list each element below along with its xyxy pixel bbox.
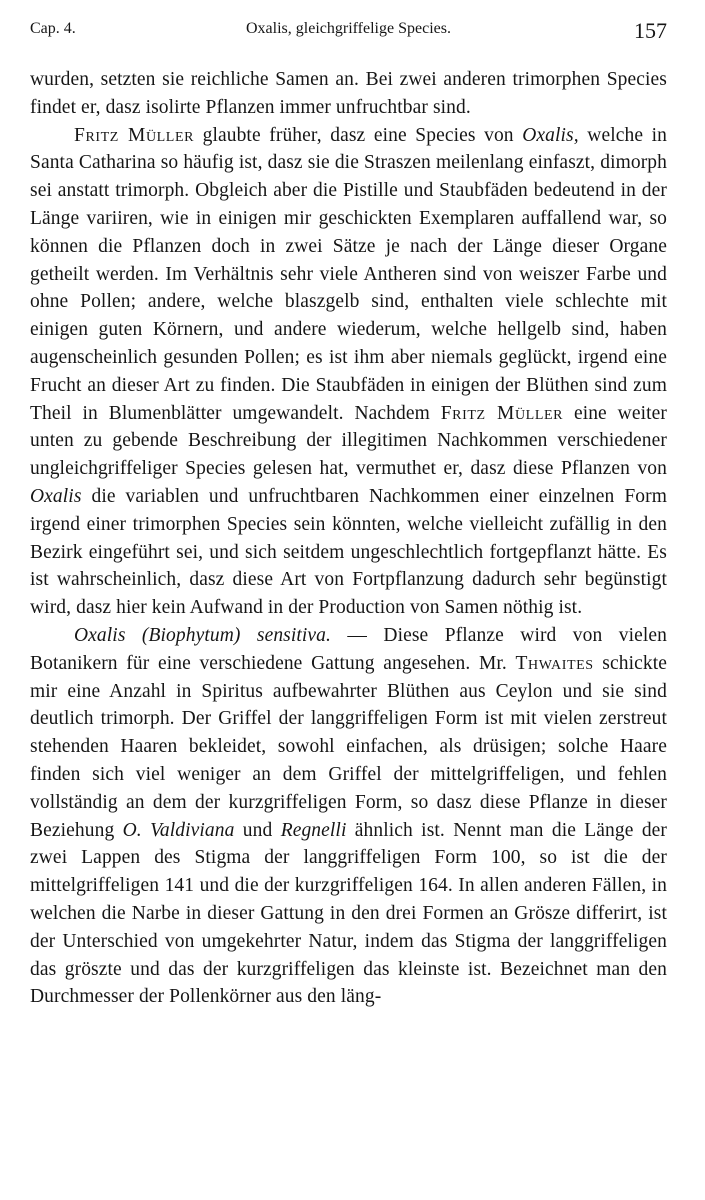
author-name: Fritz Müller <box>74 124 195 146</box>
paragraph-3-text-3: und <box>234 819 281 841</box>
paragraph-3-text-2: schickte mir eine Anzahl in Spiritus aufbewahrter Blüthen aus Ceylon und sie sind deutlich trimorph. Der Griffel der langgriffeligen Form ist mit vielen zerstreut stehenden Haaren bekleidet, sowohl einfachen, als drüsigen; solche Haare finden sich viel weniger an dem Griffel der mittelgriffeligen, und fehlen vollständig an dem der kurzgriffeligen Form, so dasz diese Pflanze in dieser Beziehung <box>30 652 667 841</box>
author-name: Thwaites <box>515 652 594 674</box>
running-header <box>30 16 667 46</box>
running-title: Oxalis, gleichgriffelige Species. <box>246 20 451 37</box>
paragraph-3 <box>30 622 667 1011</box>
chapter-label: Cap. 4. <box>30 20 76 37</box>
body-text <box>30 66 667 1011</box>
species-name: O. Valdiviana <box>122 819 235 841</box>
paragraph-2-text-3: eine weiter unten zu gebende Beschreibung der illegitimen Nachkommen verschiedener ungleichgriffeliger Species gelesen hat, vermuthet er, dasz diese Pflanzen von <box>30 402 667 480</box>
page-number: 157 <box>634 18 667 43</box>
author-name: Fritz Müller <box>440 402 564 424</box>
paragraph-1 <box>30 66 667 122</box>
genus-name: Oxalis, <box>522 124 579 146</box>
species-heading: Oxalis (Biophytum) sensitiva. <box>74 624 331 646</box>
paragraph-2-text-1: glaubte früher, dasz eine Species von <box>194 124 523 146</box>
paragraph-3-text-4: ähnlich ist. Nennt man die Länge der zwei Lappen des Stigma der langgriffeligen Form 100, so ist die der mittelgriffeligen 141 und die der kurzgriffeligen 164. In allen anderen Fällen, in welchen die Narbe in dieser Gattung in den drei Formen an Grösze differirt, ist der Unterschied von umgekehrter Natur, indem das Stigma der langgriffeligen das gröszte und das der kurzgriffeligen das kleinste ist. Bezeichnet man den Durchmesser der Pollenkörner aus den läng- <box>30 819 668 1008</box>
paragraph-3-text-1: — Diese Pflanze wird von vielen Botanikern für eine verschiedene Gattung angesehen. Mr. <box>30 624 667 674</box>
species-name: Regnelli <box>280 819 347 841</box>
paragraph-2-text-2: welche in Santa Catharina so häufig ist, dasz sie die Straszen meilenlang einfaszt, dimorph sei anstatt trimorph. Obgleich aber die Pistille und Staubfäden bedeutend in der Länge variiren, wie in einigen mir geschickten Exemplaren auffallend war, so können die Pflanzen doch in zwei Sätze je nach der Länge dieser Organe getheilt werden. Im Verhältnis sehr viele Antheren sind von weiszer Farbe und ohne Pollen; andere, welche blaszgelb sind, enthalten viele schlechte mit einigen guten Körnern, und andere wiederum, welche hellgelb sind, haben augenscheinlich gesunden Pollen; es ist ihm aber niemals geglückt, irgend eine Frucht an dieser Art zu finden. Die Staubfäden in einigen der Blüthen sind zum Theil in Blumenblätter umgewandelt. Nachdem <box>30 124 667 424</box>
paragraph-2-text-4: die variablen und unfruchtbaren Nachkommen einer einzelnen Form irgend einer trimorphen Species sein könnten, welche vielleicht zufällig in den Bezirk eingeführt sei, und sich seitdem ungeschlechtlich fortgepflanzt hätte. Es ist wahrscheinlich, dasz diese Art von Fortpflanzung dadurch sehr begünstigt wird, dasz hier kein Aufwand in der Production von Samen nöthig ist. <box>30 485 667 619</box>
paragraph-2 <box>30 122 667 622</box>
paragraph-1-text: wurden, setzten sie reichliche Samen an. Bei zwei anderen trimorphen Species findet er, dasz isolirte Pflanzen immer unfruchtbar sind. <box>30 69 667 118</box>
genus-name: Oxalis <box>30 485 82 507</box>
